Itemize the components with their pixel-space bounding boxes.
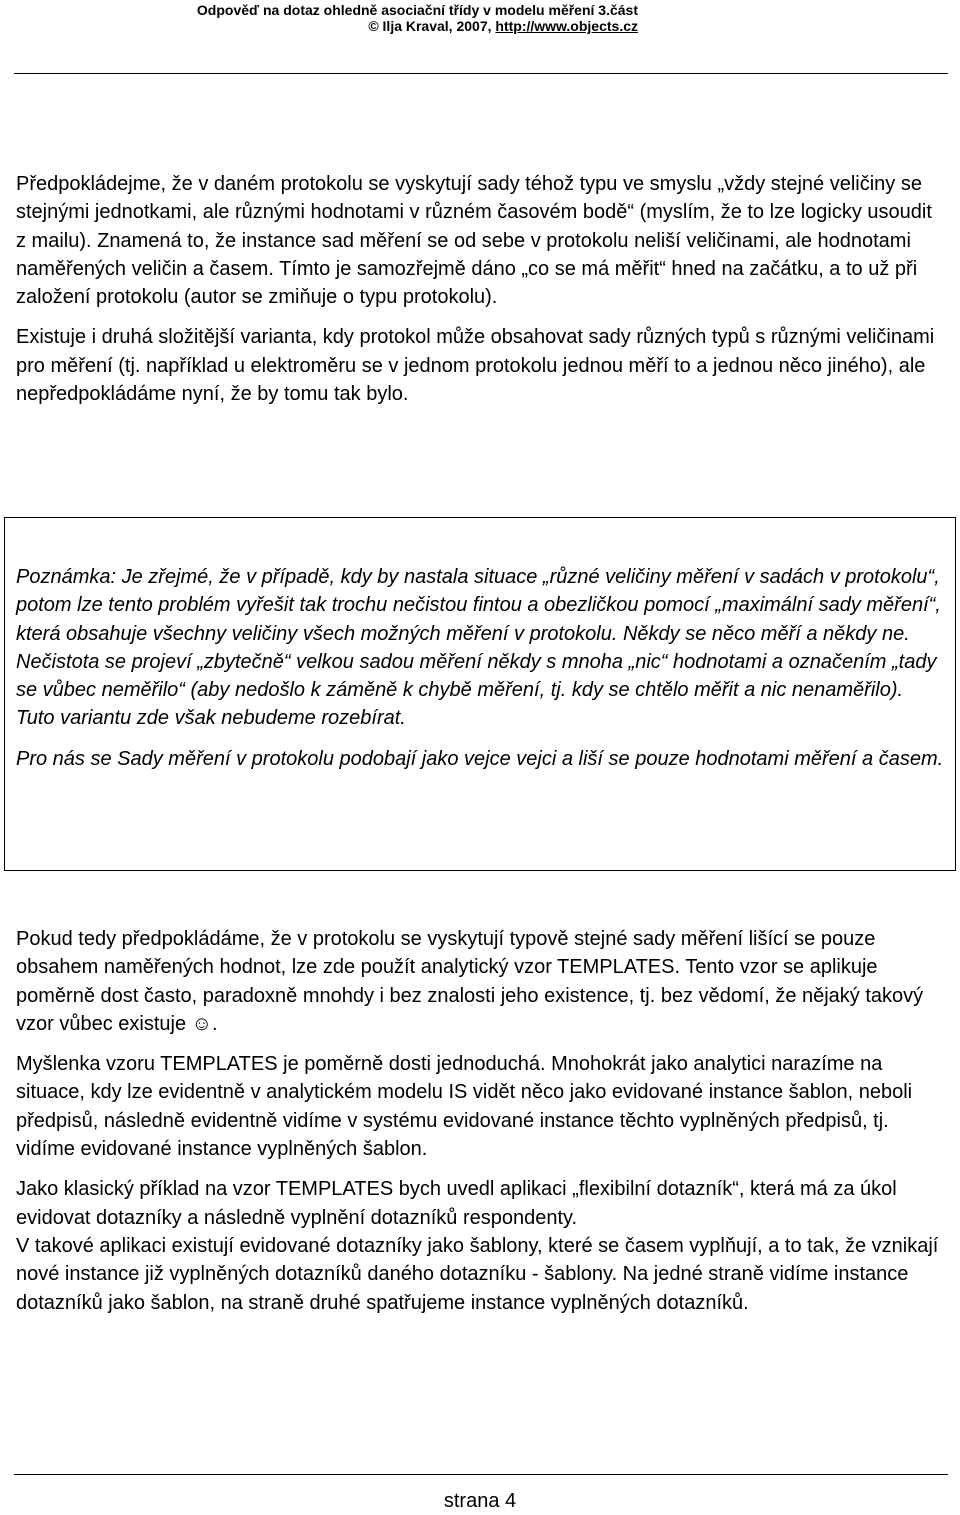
footer-divider bbox=[14, 1474, 948, 1475]
copyright-text: © Ilja Kraval, 2007, bbox=[368, 18, 496, 34]
note-paragraph-1: Poznámka: Je zřejmé, že v případě, kdy by nastala situace „různé veličiny měření v sadách v protokolu“, potom lze tento problém vyřešit tak trochu nečistou fintou a obezličkou pomocí „maximální sady měření“, která obsahuje všechny veličiny všech možných měření v protokolu. Někdy se něco měří a někdy ne. Nečistota se projeví „zbytečně“ velkou sadou měření někdy s mnoha „nic“ hodnotami a označením „tady se vůbec neměřilo“ (aby nedošlo k záměně k chybě měření, tj. kdy se chtělo měřit a nic nenaměřilo). Tuto variantu zde však nebudeme rozebírat. bbox=[16, 566, 941, 730]
paragraph-intro-1: Předpokládejme, že v daném protokolu se vyskytují sady téhož typu ve smyslu „vždy stejné veličiny se stejnými jednotkami, ale různými hodnotami v různém časovém bodě“ (myslím, že to lze logicky usoudit z mailu). Znamená to, že instance sad měření se od sebe v protokolu neliší veličinami, ale hodnotami naměřených veličin a časem. Tímto je samozřejmě dáno „co se má měřit“ hned na začátku, a to už při založení protokolu (autor se zmiňuje o typu protokolu). bbox=[16, 173, 932, 309]
paragraph-templates-1 bbox=[16, 925, 946, 1038]
header-title: Odpověď na dotaz ohledně asociační třídy v modelu měření 3.část bbox=[196, 2, 638, 18]
section-templates bbox=[16, 925, 946, 1329]
paragraph-templates-3a: Jako klasický příklad na vzor TEMPLATES bych uvedl aplikaci „flexibilní dotazník“, která má za úkol evidovat dotazníky a následně vyplnění dotazníků respondenty. bbox=[16, 1178, 897, 1229]
note-paragraph-2: Pro nás se Sady měření v protokolu podobají jako vejce vejci a liší se pouze hodnotami měření a časem. bbox=[16, 747, 944, 770]
header-url-link[interactable]: http://www.objects.cz bbox=[495, 18, 638, 34]
page-header bbox=[0, 2, 960, 34]
paragraph-templates-3b: V takové aplikaci existují evidované dotazníky jako šablony, které se časem vyplňují, a to tak, že vznikají nové instance již vyplněných dotazníků daného dotazníku - šablony. Na jedné straně vidíme instance dotazníků jako šablon, na straně druhé spatřujeme instance vyplněných dotazníků. bbox=[16, 1234, 939, 1314]
header-divider bbox=[14, 73, 948, 74]
page-footer bbox=[0, 1489, 960, 1513]
paragraph-intro-2: Existuje i druhá složitější varianta, kdy protokol může obsahovat sady různých typů s různými veličinami pro měření (tj. například u elektroměru se v jednom protokolu jednou měří to a jednou něco jiného), ale nepředpokládáme nyní, že by tomu tak bylo. bbox=[16, 326, 935, 406]
page-number: strana 4 bbox=[443, 1490, 517, 1512]
section-intro bbox=[16, 170, 946, 420]
smiley-icon: ☺. bbox=[191, 1012, 218, 1035]
note-box bbox=[4, 517, 956, 871]
header-copyright bbox=[0, 18, 960, 34]
paragraph-templates-1-text: Pokud tedy předpokládáme, že v protokolu se vyskytují typově stejné sady měření lišící se pouze obsahem naměřených hodnot, lze zde použít analytický vzor TEMPLATES. Tento vzor se aplikuje poměrně dost často, paradoxně mnohdy i bez znalosti jeho existence, tj. bez vědomí, že nějaký takový vzor vůbec existuje bbox=[16, 928, 924, 1035]
paragraph-templates-2: Myšlenka vzoru TEMPLATES je poměrně dosti jednoduchá. Mnohokrát jako analytici narazíme na situace, kdy lze evidentně v analytickém modelu IS vidět něco jako evidované instance šablon, neboli předpisů, následně evidentně vidíme v systému evidované instance těchto vyplněných předpisů, tj. vidíme evidované instance vyplněných šablon. bbox=[16, 1053, 913, 1161]
